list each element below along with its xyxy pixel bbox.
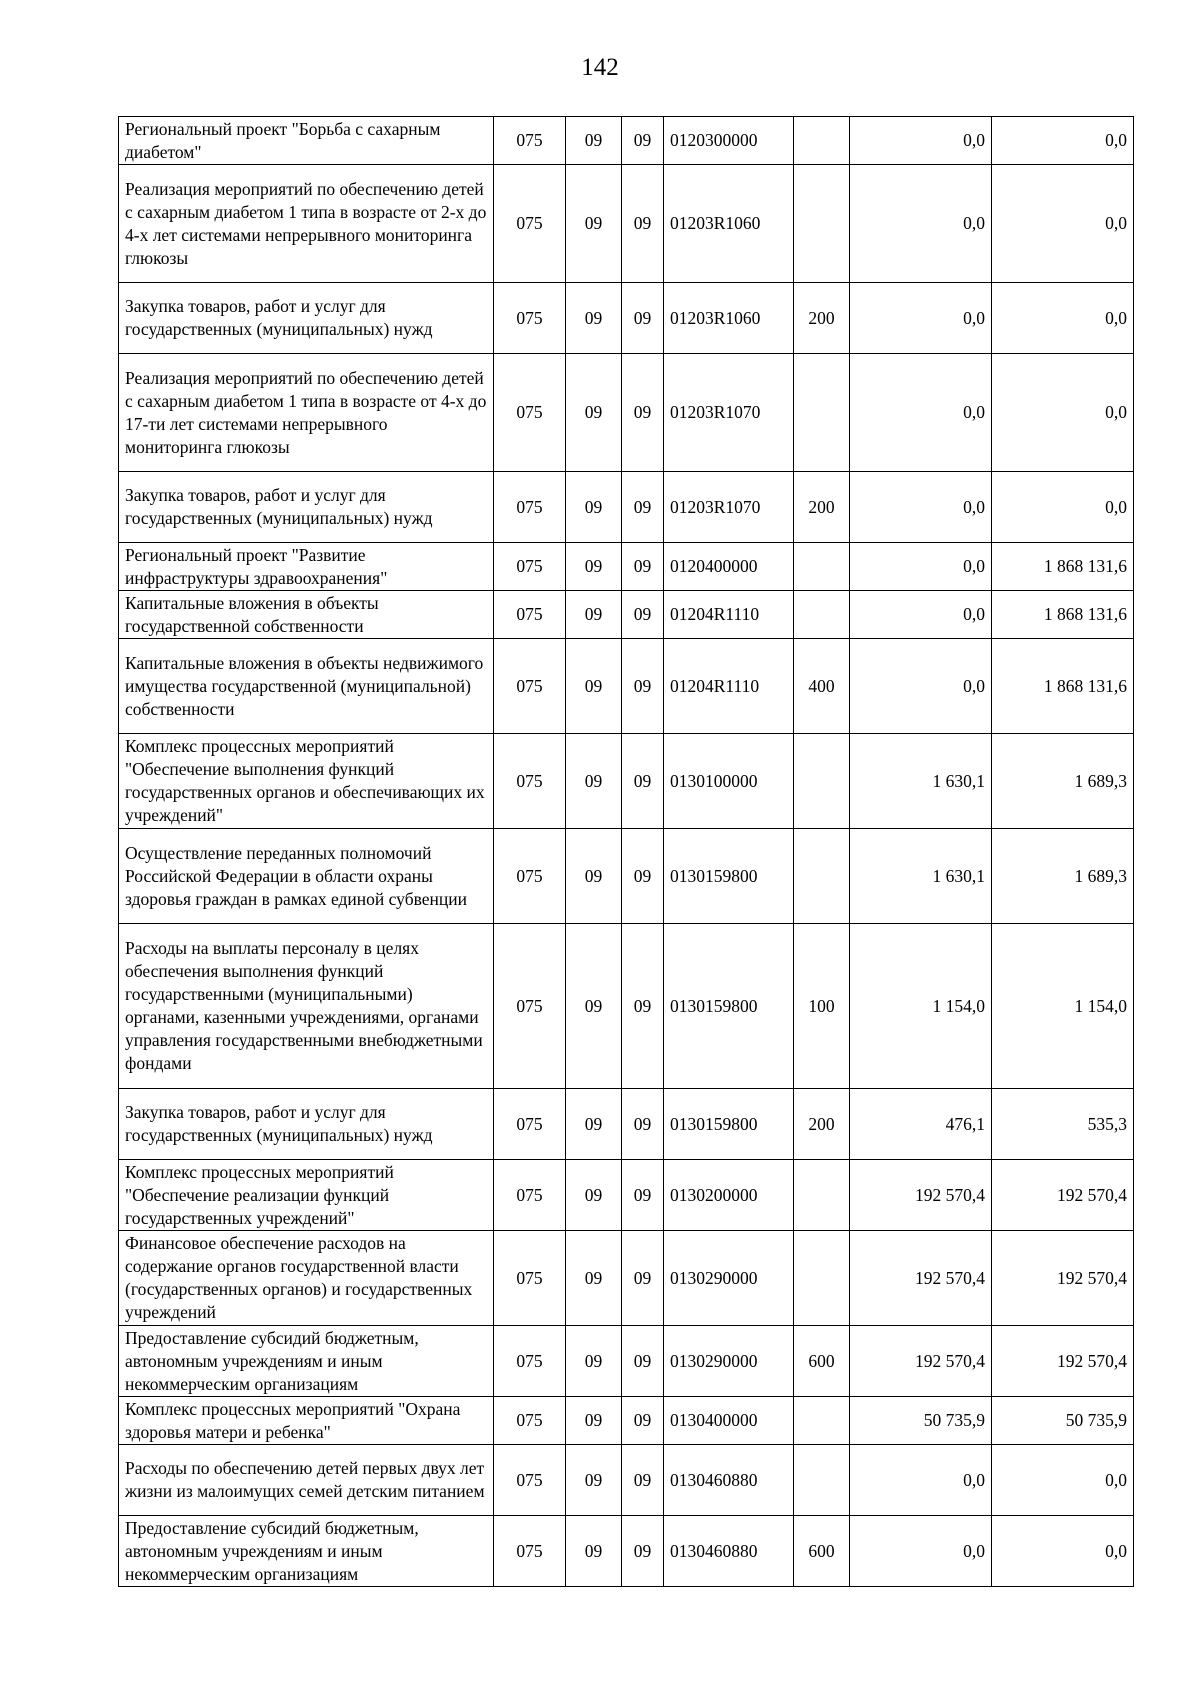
sum-second-year-cell: 535,3 xyxy=(992,1089,1134,1160)
table-row xyxy=(119,165,1134,283)
sum-first-year-cell: 0,0 xyxy=(850,639,992,734)
ministry-code-cell: 075 xyxy=(494,283,566,354)
subsection-code-cell: 09 xyxy=(622,1089,664,1160)
expense-type-cell xyxy=(794,543,850,591)
expense-type-cell xyxy=(794,1160,850,1231)
row-name-cell: Капитальные вложения в объекты недвижимого имущества государственной (муниципальной) собственности xyxy=(119,639,494,734)
sum-first-year-cell: 0,0 xyxy=(850,283,992,354)
table-row xyxy=(119,354,1134,472)
expense-type-cell: 200 xyxy=(794,1089,850,1160)
row-name-cell: Реализация мероприятий по обеспечению детей с сахарным диабетом 1 типа в возрасте от 2-х до 4-х лет системами непрерывного мониторинга глюкозы xyxy=(119,165,494,283)
subsection-code-cell: 09 xyxy=(622,591,664,639)
ministry-code-cell: 075 xyxy=(494,639,566,734)
sum-second-year-cell: 50 735,9 xyxy=(992,1397,1134,1445)
ministry-code-cell: 075 xyxy=(494,1089,566,1160)
section-code-cell: 09 xyxy=(566,543,622,591)
subsection-code-cell: 09 xyxy=(622,1160,664,1231)
row-name-cell: Закупка товаров, работ и услуг для государственных (муниципальных) нужд xyxy=(119,1089,494,1160)
table-row xyxy=(119,1326,1134,1397)
sum-second-year-cell: 192 570,4 xyxy=(992,1160,1134,1231)
expense-type-cell: 600 xyxy=(794,1516,850,1587)
sum-second-year-cell: 0,0 xyxy=(992,1445,1134,1516)
section-code-cell: 09 xyxy=(566,165,622,283)
target-article-cell: 0120300000 xyxy=(664,117,794,165)
subsection-code-cell: 09 xyxy=(622,354,664,472)
target-article-cell: 0130200000 xyxy=(664,1160,794,1231)
table-row xyxy=(119,1160,1134,1231)
sum-first-year-cell: 476,1 xyxy=(850,1089,992,1160)
subsection-code-cell: 09 xyxy=(622,1326,664,1397)
target-article-cell: 01203R1070 xyxy=(664,354,794,472)
table-row xyxy=(119,472,1134,543)
subsection-code-cell: 09 xyxy=(622,734,664,829)
table-row xyxy=(119,829,1134,924)
row-name-cell: Финансовое обеспечение расходов на содержание органов государственной власти (государственных органов) и государственных учреждений xyxy=(119,1231,494,1326)
sum-first-year-cell: 1 630,1 xyxy=(850,734,992,829)
table-row xyxy=(119,1397,1134,1445)
sum-second-year-cell: 1 868 131,6 xyxy=(992,639,1134,734)
target-article-cell: 01203R1060 xyxy=(664,165,794,283)
section-code-cell: 09 xyxy=(566,1397,622,1445)
section-code-cell: 09 xyxy=(566,1089,622,1160)
sum-first-year-cell: 0,0 xyxy=(850,472,992,543)
section-code-cell: 09 xyxy=(566,734,622,829)
row-name-cell: Предоставление субсидий бюджетным, автономным учреждениям и иным некоммерческим организациям xyxy=(119,1516,494,1587)
expense-type-cell: 200 xyxy=(794,472,850,543)
row-name-cell: Комплекс процессных мероприятий "Обеспечение реализации функций государственных учреждений" xyxy=(119,1160,494,1231)
sum-second-year-cell: 0,0 xyxy=(992,354,1134,472)
section-code-cell: 09 xyxy=(566,1326,622,1397)
target-article-cell: 0130460880 xyxy=(664,1445,794,1516)
sum-second-year-cell: 0,0 xyxy=(992,165,1134,283)
sum-first-year-cell: 0,0 xyxy=(850,591,992,639)
expense-type-cell: 600 xyxy=(794,1326,850,1397)
ministry-code-cell: 075 xyxy=(494,165,566,283)
ministry-code-cell: 075 xyxy=(494,829,566,924)
table-row xyxy=(119,1516,1134,1587)
subsection-code-cell: 09 xyxy=(622,1516,664,1587)
subsection-code-cell: 09 xyxy=(622,1445,664,1516)
expense-type-cell: 400 xyxy=(794,639,850,734)
ministry-code-cell: 075 xyxy=(494,591,566,639)
sum-second-year-cell: 1 689,3 xyxy=(992,734,1134,829)
ministry-code-cell: 075 xyxy=(494,734,566,829)
section-code-cell: 09 xyxy=(566,117,622,165)
expense-type-cell xyxy=(794,1397,850,1445)
sum-second-year-cell: 192 570,4 xyxy=(992,1326,1134,1397)
table-row xyxy=(119,591,1134,639)
expense-type-cell xyxy=(794,165,850,283)
row-name-cell: Капитальные вложения в объекты государственной собственности xyxy=(119,591,494,639)
sum-first-year-cell: 192 570,4 xyxy=(850,1326,992,1397)
expense-type-cell xyxy=(794,734,850,829)
sum-first-year-cell: 50 735,9 xyxy=(850,1397,992,1445)
ministry-code-cell: 075 xyxy=(494,1397,566,1445)
sum-second-year-cell: 1 868 131,6 xyxy=(992,591,1134,639)
row-name-cell: Реализация мероприятий по обеспечению детей с сахарным диабетом 1 типа в возрасте от 4-х до 17-ти лет системами непрерывного мониторинга глюкозы xyxy=(119,354,494,472)
row-name-cell: Комплекс процессных мероприятий "Обеспечение выполнения функций государственных органов и обеспечивающих их учреждений" xyxy=(119,734,494,829)
section-code-cell: 09 xyxy=(566,639,622,734)
sum-first-year-cell: 1 154,0 xyxy=(850,924,992,1089)
sum-second-year-cell: 192 570,4 xyxy=(992,1231,1134,1326)
target-article-cell: 0130460880 xyxy=(664,1516,794,1587)
subsection-code-cell: 09 xyxy=(622,1397,664,1445)
subsection-code-cell: 09 xyxy=(622,639,664,734)
section-code-cell: 09 xyxy=(566,829,622,924)
expense-type-cell xyxy=(794,1231,850,1326)
expense-type-cell xyxy=(794,117,850,165)
target-article-cell: 0130290000 xyxy=(664,1326,794,1397)
ministry-code-cell: 075 xyxy=(494,924,566,1089)
row-name-cell: Региональный проект "Борьба с сахарным диабетом" xyxy=(119,117,494,165)
ministry-code-cell: 075 xyxy=(494,543,566,591)
subsection-code-cell: 09 xyxy=(622,924,664,1089)
expense-type-cell: 100 xyxy=(794,924,850,1089)
subsection-code-cell: 09 xyxy=(622,165,664,283)
sum-second-year-cell: 1 154,0 xyxy=(992,924,1134,1089)
ministry-code-cell: 075 xyxy=(494,1160,566,1231)
row-name-cell: Комплекс процессных мероприятий "Охрана здоровья матери и ребенка" xyxy=(119,1397,494,1445)
table-row xyxy=(119,543,1134,591)
table-row xyxy=(119,1445,1134,1516)
subsection-code-cell: 09 xyxy=(622,1231,664,1326)
target-article-cell: 01204R1110 xyxy=(664,639,794,734)
target-article-cell: 01203R1060 xyxy=(664,283,794,354)
subsection-code-cell: 09 xyxy=(622,829,664,924)
ministry-code-cell: 075 xyxy=(494,1516,566,1587)
target-article-cell: 01203R1070 xyxy=(664,472,794,543)
budget-table xyxy=(118,116,1134,1587)
sum-first-year-cell: 0,0 xyxy=(850,1516,992,1587)
expense-type-cell xyxy=(794,829,850,924)
row-name-cell: Осуществление переданных полномочий Российской Федерации в области охраны здоровья граждан в рамках единой субвенции xyxy=(119,829,494,924)
ministry-code-cell: 075 xyxy=(494,1445,566,1516)
target-article-cell: 01204R1110 xyxy=(664,591,794,639)
table-row xyxy=(119,639,1134,734)
sum-second-year-cell: 0,0 xyxy=(992,283,1134,354)
section-code-cell: 09 xyxy=(566,1445,622,1516)
target-article-cell: 0130400000 xyxy=(664,1397,794,1445)
sum-first-year-cell: 192 570,4 xyxy=(850,1160,992,1231)
table-row xyxy=(119,1231,1134,1326)
section-code-cell: 09 xyxy=(566,283,622,354)
table-row xyxy=(119,117,1134,165)
sum-second-year-cell: 1 689,3 xyxy=(992,829,1134,924)
section-code-cell: 09 xyxy=(566,1231,622,1326)
target-article-cell: 0130159800 xyxy=(664,924,794,1089)
ministry-code-cell: 075 xyxy=(494,1326,566,1397)
ministry-code-cell: 075 xyxy=(494,472,566,543)
sum-first-year-cell: 0,0 xyxy=(850,165,992,283)
expense-type-cell xyxy=(794,354,850,472)
section-code-cell: 09 xyxy=(566,591,622,639)
subsection-code-cell: 09 xyxy=(622,472,664,543)
section-code-cell: 09 xyxy=(566,1516,622,1587)
section-code-cell: 09 xyxy=(566,354,622,472)
subsection-code-cell: 09 xyxy=(622,543,664,591)
expense-type-cell: 200 xyxy=(794,283,850,354)
row-name-cell: Предоставление субсидий бюджетным, автономным учреждениям и иным некоммерческим организациям xyxy=(119,1326,494,1397)
expense-type-cell xyxy=(794,1445,850,1516)
row-name-cell: Закупка товаров, работ и услуг для государственных (муниципальных) нужд xyxy=(119,283,494,354)
sum-first-year-cell: 0,0 xyxy=(850,543,992,591)
ministry-code-cell: 075 xyxy=(494,354,566,472)
row-name-cell: Расходы по обеспечению детей первых двух лет жизни из малоимущих семей детским питанием xyxy=(119,1445,494,1516)
row-name-cell: Закупка товаров, работ и услуг для государственных (муниципальных) нужд xyxy=(119,472,494,543)
section-code-cell: 09 xyxy=(566,472,622,543)
sum-first-year-cell: 1 630,1 xyxy=(850,829,992,924)
ministry-code-cell: 075 xyxy=(494,1231,566,1326)
subsection-code-cell: 09 xyxy=(622,117,664,165)
page-number: 142 xyxy=(581,54,619,81)
target-article-cell: 0130159800 xyxy=(664,829,794,924)
table-row xyxy=(119,283,1134,354)
sum-second-year-cell: 0,0 xyxy=(992,1516,1134,1587)
target-article-cell: 0130159800 xyxy=(664,1089,794,1160)
ministry-code-cell: 075 xyxy=(494,117,566,165)
sum-first-year-cell: 0,0 xyxy=(850,354,992,472)
row-name-cell: Расходы на выплаты персоналу в целях обеспечения выполнения функций государственными (муниципальными) органами, казенными учреждениями, органами управления государственными внебюджетными фондами xyxy=(119,924,494,1089)
table-row xyxy=(119,1089,1134,1160)
sum-first-year-cell: 0,0 xyxy=(850,1445,992,1516)
target-article-cell: 0130100000 xyxy=(664,734,794,829)
table-row xyxy=(119,924,1134,1089)
subsection-code-cell: 09 xyxy=(622,283,664,354)
sum-second-year-cell: 1 868 131,6 xyxy=(992,543,1134,591)
target-article-cell: 0120400000 xyxy=(664,543,794,591)
sum-second-year-cell: 0,0 xyxy=(992,472,1134,543)
expense-type-cell xyxy=(794,591,850,639)
table-row xyxy=(119,734,1134,829)
section-code-cell: 09 xyxy=(566,924,622,1089)
target-article-cell: 0130290000 xyxy=(664,1231,794,1326)
sum-first-year-cell: 192 570,4 xyxy=(850,1231,992,1326)
sum-first-year-cell: 0,0 xyxy=(850,117,992,165)
row-name-cell: Региональный проект "Развитие инфраструктуры здравоохранения" xyxy=(119,543,494,591)
section-code-cell: 09 xyxy=(566,1160,622,1231)
sum-second-year-cell: 0,0 xyxy=(992,117,1134,165)
